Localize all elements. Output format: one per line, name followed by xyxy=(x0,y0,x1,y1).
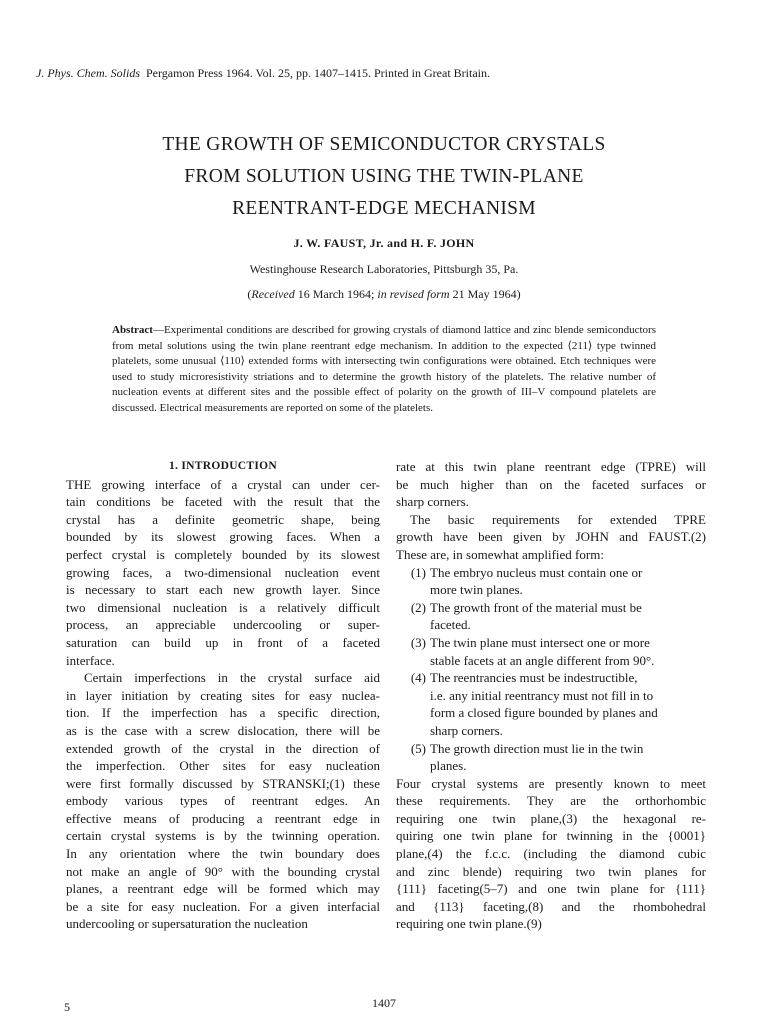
requirement-line xyxy=(396,581,706,599)
body-line: interface. xyxy=(66,652,115,668)
requirement-text: The reentrancies must be indestructible, xyxy=(430,670,638,686)
body-line: quiring one twin plane for twinning in the {0001} xyxy=(396,828,706,844)
body-line: tain conditions be faceted with the result that the xyxy=(66,494,380,510)
page-number: 1407 xyxy=(372,996,396,1010)
body-line: in layer initiation by creating sites for easy nuclea- xyxy=(66,687,380,703)
received-date: 16 March 1964; xyxy=(294,287,378,301)
requirement-text: The growth front of the material must be xyxy=(430,599,642,615)
body-line: undercooling or supersaturation the nucleation xyxy=(66,916,308,932)
authors: J. W. FAUST, Jr. and H. F. JOHN xyxy=(293,236,475,250)
body-line: The basic requirements for extended TPRE xyxy=(410,511,706,527)
body-line: certain crystal systems is by the twinning operation. xyxy=(66,828,380,844)
revised-label: in revised form xyxy=(377,287,450,301)
left-column xyxy=(66,458,380,933)
requirement-line xyxy=(396,652,706,670)
right-column xyxy=(396,458,706,933)
journal-details: Pergamon Press 1964. Vol. 25, pp. 1407–1415. Printed in Great Britain. xyxy=(146,66,490,80)
requirement-number: (3) xyxy=(410,634,426,650)
body-line: were first formally discussed by STRANSKI;(1) these xyxy=(66,775,380,791)
requirement-number: (5) xyxy=(410,740,426,756)
abstract-label: Abstract xyxy=(112,324,153,336)
body-line: plane,(4) the f.c.c. (including the diamond cubic xyxy=(396,846,706,862)
requirement-number: (2) xyxy=(410,599,426,615)
body-line: two dimensional nucleation is a relatively difficult xyxy=(66,599,380,615)
journal-name: J. Phys. Chem. Solids xyxy=(36,66,140,80)
body-line: sharp corners. xyxy=(396,494,469,510)
requirement-line xyxy=(396,757,706,775)
body-line: planes, a reentrant edge will be formed which may xyxy=(66,881,380,897)
requirement-text: The embryo nucleus must contain one or xyxy=(430,564,643,580)
body-line: growing faces, a two-dimensional nucleation event xyxy=(66,564,380,580)
body-line: and zinc blende) requiring two twin planes for xyxy=(396,863,706,879)
requirement-line xyxy=(396,740,706,758)
body-line: Four crystal systems are presently known to meet xyxy=(396,775,706,791)
requirement-text: The growth direction must lie in the twin xyxy=(430,740,644,756)
body-line: be much higher than on the faceted surfaces or xyxy=(396,476,706,492)
body-line: These are, in somewhat amplified form: xyxy=(396,546,604,562)
requirement-text: i.e. any initial reentrancy must not fill in to xyxy=(430,687,654,703)
abstract-text: —Experimental conditions are described for growing crystals of diamond lattice and zinc blende semiconductors from metal solutions using the twin plane reentrant edge mechanism. In addition to the expected ⟨211⟩ type twinned platelets, some unusual ⟨110⟩ extended forms with intersecting twin configurations were obtained. Etch techniques were used to study microresistivity striations and to determine the growth history of the platelets. The relative number of nucleation events at different sites and the possible effect of polarity on the growth of III–V compound platelets are discussed. Electrical measurements are reported on some of the platelets. xyxy=(112,324,656,414)
requirement-line xyxy=(396,722,706,740)
requirement-text: stable facets at an angle different from 90°. xyxy=(430,652,655,668)
body-line: requiring one twin plane,(3) the hexagonal re- xyxy=(396,810,706,826)
body-line: and {113} faceting,(8) and the rhombohedral xyxy=(396,898,706,914)
body-line: crystal has a definite geometric shape, being xyxy=(66,511,380,527)
body-line: {111} faceting(5–7) and one twin plane for {111} xyxy=(396,881,706,897)
body-line: THE growing interface of a crystal can under cer- xyxy=(66,476,380,492)
requirement-line xyxy=(396,687,706,705)
body-line: In any orientation where the twin boundary does xyxy=(66,846,380,862)
body-line: tion. If the imperfection has a specific direction, xyxy=(66,705,380,721)
body-line: embody various types of reentrant edges. An xyxy=(66,793,380,809)
body-line: be a site for easy nucleation. For a given interfacial xyxy=(66,898,380,914)
requirement-line xyxy=(396,634,706,652)
body-line: saturation can build up in front of a faceted xyxy=(66,634,380,650)
signature-mark: 5 xyxy=(64,1000,70,1014)
requirement-text: faceted. xyxy=(430,617,471,633)
body-line: not make an angle of 90° with the bounding crystal xyxy=(66,863,380,879)
received-dates: (Received 16 March 1964; in revised form 21 May 1964) xyxy=(247,287,521,301)
requirement-line xyxy=(396,704,706,722)
body-line: requiring one twin plane.(9) xyxy=(396,916,542,932)
journal-citation xyxy=(36,66,490,81)
body-line: Certain imperfections in the crystal surface aid xyxy=(84,670,380,686)
requirement-line xyxy=(396,599,706,617)
body-line: bounded by its slowest growing faces. When a xyxy=(66,529,380,545)
requirement-line xyxy=(396,669,706,687)
body-line: effective means of producing a reentrant edge in xyxy=(66,810,380,826)
title-line-3: REENTRANT-EDGE MECHANISM xyxy=(232,198,536,219)
requirement-text: form a closed figure bounded by planes and xyxy=(430,705,658,721)
body-line: as is the case with a screw dislocation, there will be xyxy=(66,722,380,738)
requirement-text: The twin plane must intersect one or more xyxy=(430,634,650,650)
requirement-text: sharp corners. xyxy=(430,722,503,738)
body-line: process, an appreciable undercooling or super- xyxy=(66,617,380,633)
title-line-1: THE GROWTH OF SEMICONDUCTOR CRYSTALS xyxy=(162,134,606,155)
requirement-number: (4) xyxy=(410,670,426,686)
body-line: perfect crystal is completely bounded by its slowest xyxy=(66,546,380,562)
received-label: Received xyxy=(251,287,295,301)
title-line-2: FROM SOLUTION USING THE TWIN-PLANE xyxy=(184,166,584,187)
requirement-line xyxy=(396,616,706,634)
body-line: extended growth of the crystal in the direction of xyxy=(66,740,380,756)
requirement-line xyxy=(396,564,706,582)
section-heading: 1. INTRODUCTION xyxy=(168,460,277,472)
body-line: the imperfection. Other sites for easy nucleation xyxy=(66,758,380,774)
body-line: is necessary to start each new growth layer. Since xyxy=(66,582,380,598)
revised-date: 21 May 1964) xyxy=(449,287,521,301)
requirement-number: (1) xyxy=(410,564,426,580)
abstract xyxy=(112,323,656,416)
affiliation: Westinghouse Research Laboratories, Pittsburgh 35, Pa. xyxy=(249,262,519,276)
body-line: these requirements. They are the orthorhombic xyxy=(396,793,706,809)
body-line: rate at this twin plane reentrant edge (TPRE) will xyxy=(396,459,706,474)
requirement-text: planes. xyxy=(430,758,467,774)
requirement-text: more twin planes. xyxy=(430,582,523,598)
body-line: growth have been given by JOHN and FAUST.(2) xyxy=(396,529,706,545)
